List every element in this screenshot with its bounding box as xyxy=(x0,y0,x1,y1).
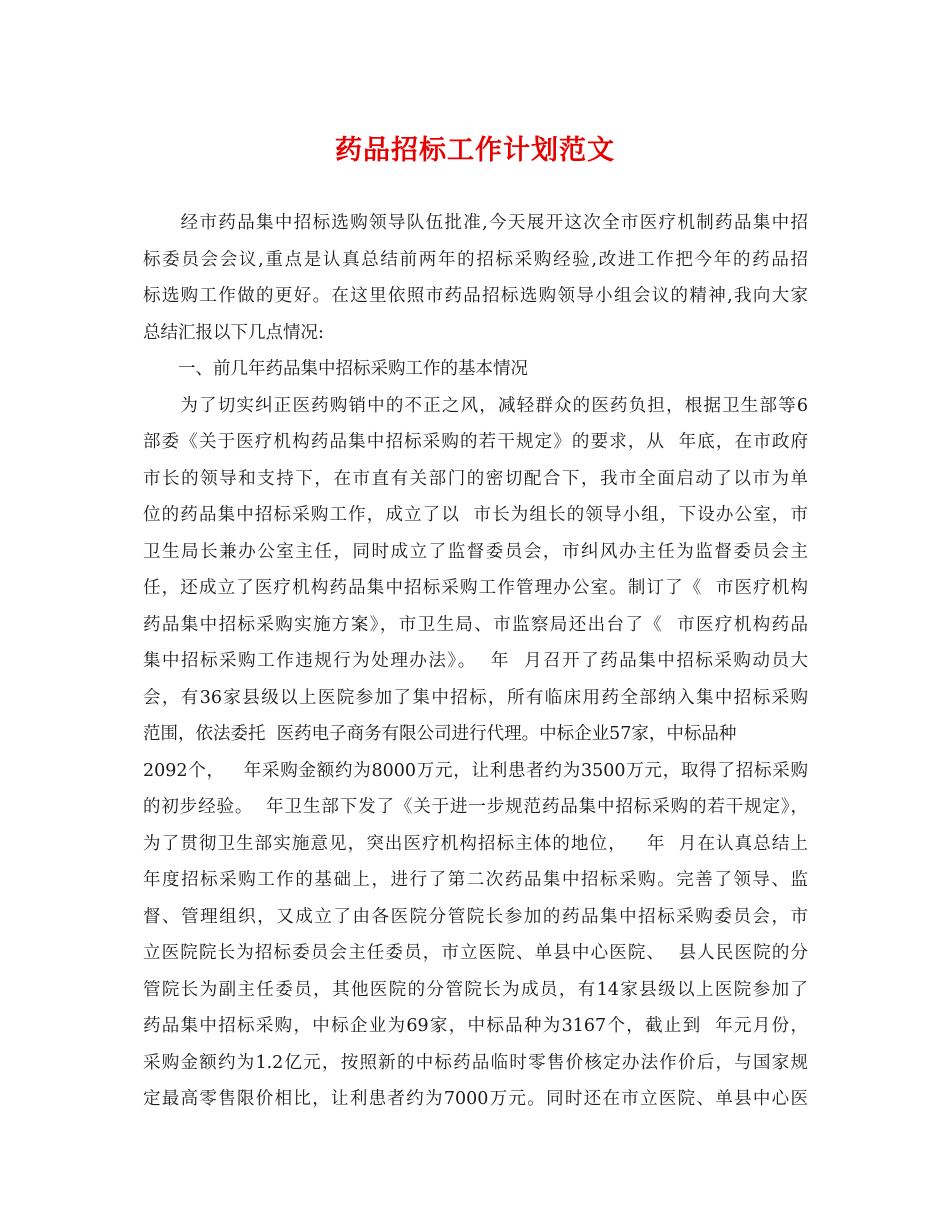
body-line: 督、管理组织，又成立了由各医院分管院长参加的药品集中招标采购委员会，市 xyxy=(143,906,808,927)
document-body xyxy=(143,205,808,1118)
body-line: 定最高零售限价相比，让利患者约为7000万元。同时还在市立医院、单县中心医 xyxy=(143,1089,808,1109)
body-line: 范围，依法委托 医药电子商务有限公司进行代理。中标企业57家，中标品种 xyxy=(143,724,737,744)
body-line: 管院长为副主任委员，其他医院的分管院长为成员，有14家县级以上医院参加了 xyxy=(143,979,808,1000)
body-line: 标委员会会议,重点是认真总结前两年的招标采购经验,改进工作把今年的药品招 xyxy=(143,249,808,270)
body-line: 集中招标采购工作违规行为处理办法》。 年 月召开了药品集中招标采购动员大 xyxy=(143,651,808,671)
body-line: 市长的领导和支持下，在市直有关部门的密切配合下，我市全面启动了以市为单 xyxy=(143,468,808,489)
body-line: 经市药品集中招标选购领导队伍批准,今天展开这次全市医疗机制药品集中招 xyxy=(143,213,808,233)
body-line: 立医院院长为招标委员会主任委员，市立医院、单县中心医院、 县人民医院的分 xyxy=(143,943,808,963)
body-line: 采购金额约为1.2亿元，按照新的中标药品临时零售价核定办法作价后，与国家规 xyxy=(143,1052,808,1073)
body-line: 卫生局长兼办公室主任，同时成立了监督委员会，市纠风办主任为监督委员会主 xyxy=(143,541,808,562)
body-line: 为了切实纠正医药购销中的不正之风，减轻群众的医药负担，根据卫生部等6 xyxy=(143,395,808,416)
body-line: 为了贯彻卫生部实施意见，突出医疗机构招标主体的地位， 年 月在认真总结上 xyxy=(143,833,808,854)
body-line: 的初步经验。 年卫生部下发了《关于进一步规范药品集中招标采购的若干规定》， xyxy=(143,797,808,817)
body-line: 年度招标采购工作的基础上，进行了第二次药品集中招标采购。完善了领导、监 xyxy=(143,870,808,890)
body-line: 2092个， 年采购金额约为8000万元，让利患者约为3500万元，取得了招标采购 xyxy=(143,760,808,781)
body-line: 位的药品集中招标采购工作，成立了以 市长为组长的领导小组，下设办公室，市 xyxy=(143,505,808,525)
body-line: 会，有36家县级以上医院参加了集中招标，所有临床用药全部纳入集中招标采购 xyxy=(143,687,808,708)
body-line: 药品集中招标采购，中标企业为69家，中标品种为3167个，截止到 年元月份， xyxy=(143,1016,808,1036)
body-line: 部委《关于医疗机构药品集中招标采购的若干规定》的要求，从 年底，在市政府 xyxy=(143,432,808,452)
body-line: 标选购工作做的更好。在这里依照市药品招标选购领导小组会议的精神,我向大家 xyxy=(143,286,808,306)
document-title: 药品招标工作计划范文 xyxy=(335,135,615,166)
body-line: 总结汇报以下几点情况: xyxy=(143,322,324,343)
body-line: 药品集中招标采购实施方案》，市卫生局、市监察局还出台了《 市医疗机构药品 xyxy=(143,614,808,635)
body-line: 一、前几年药品集中招标采购工作的基本情况 xyxy=(143,359,528,379)
body-line: 任，还成立了医疗机构药品集中招标采购工作管理办公室。制订了《 市医疗机构 xyxy=(143,578,808,598)
